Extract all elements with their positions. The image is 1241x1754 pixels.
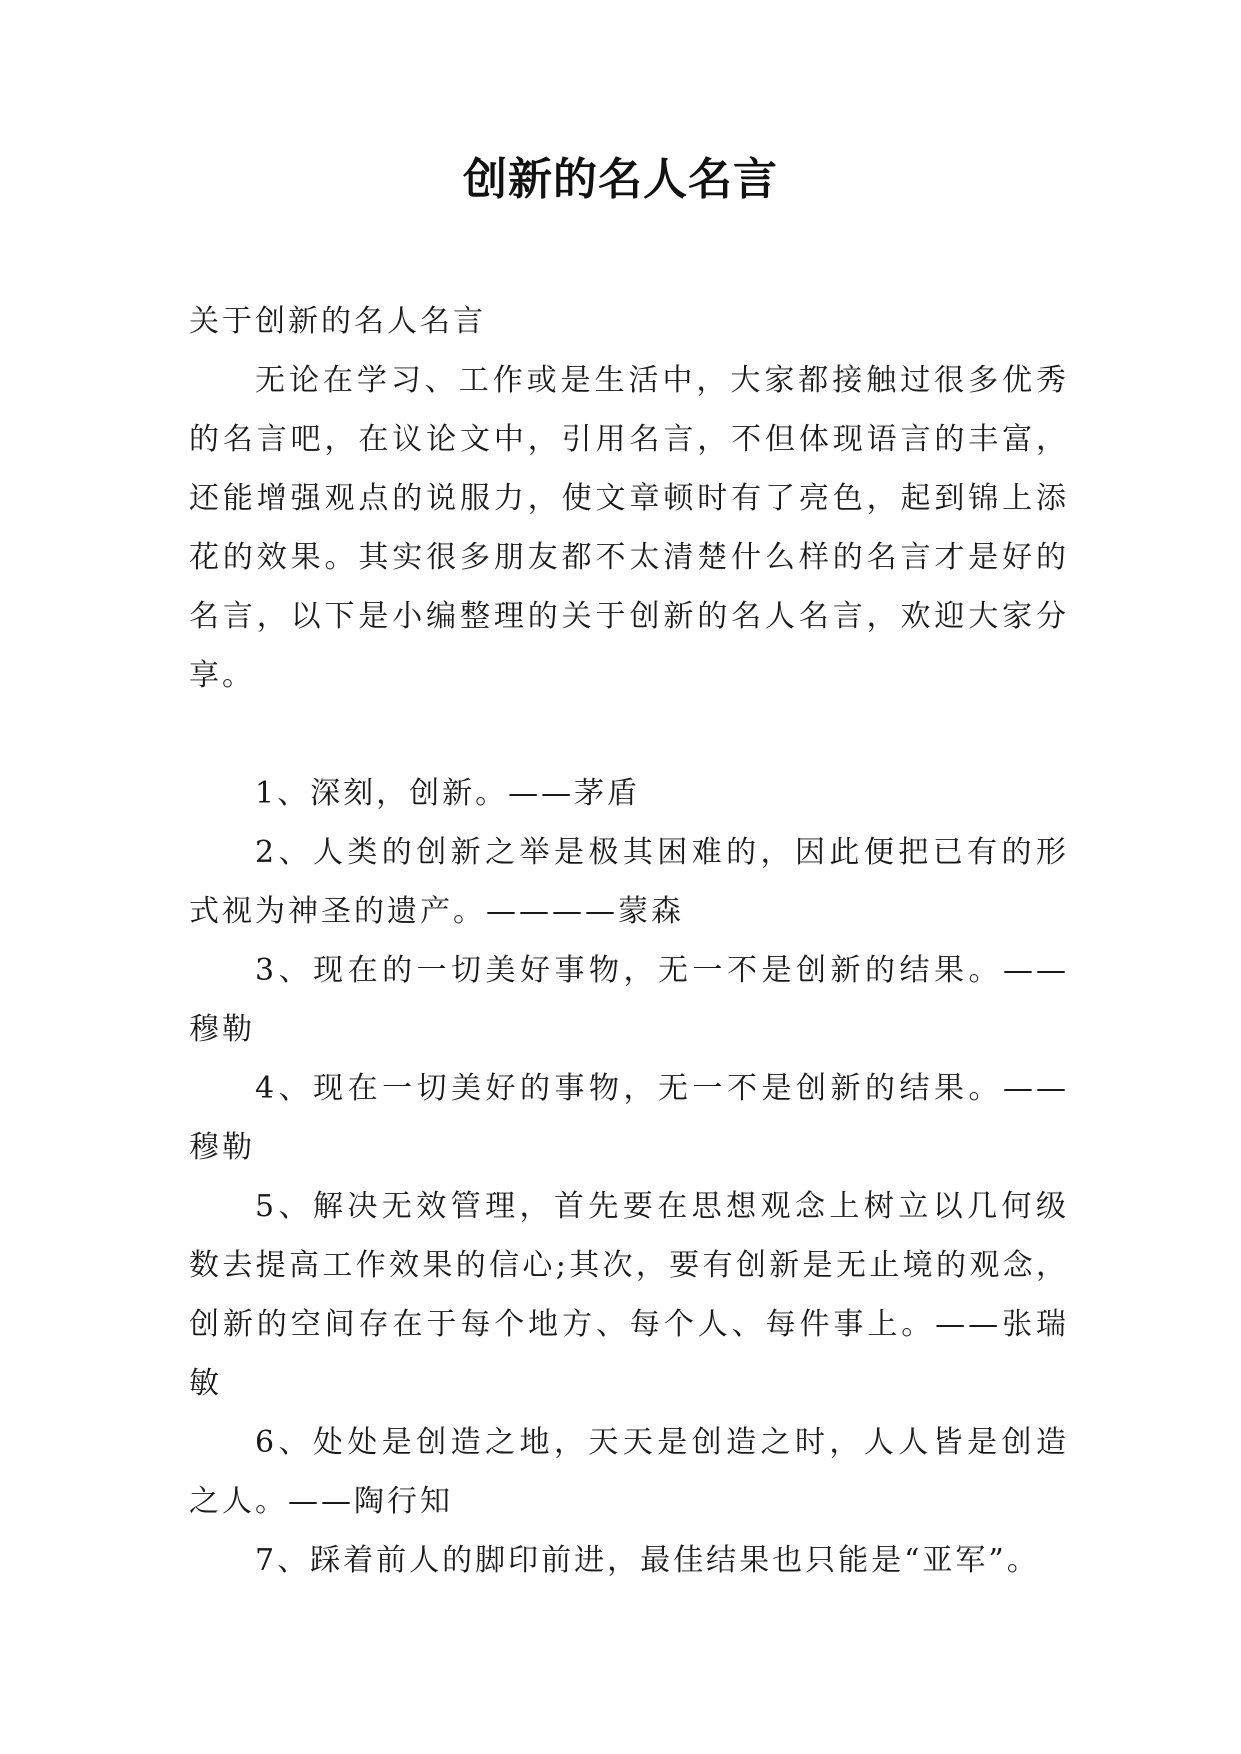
quote-item: 6、处处是创造之地，天天是创造之时，人人皆是创造之人。——陶行知: [189, 1425, 1069, 1519]
intro-paragraph: 无论在学习、工作或是生活中，大家都接触过很多优秀的名言吧，在议论文中，引用名言，不但体现语言的丰富，还能增强观点的说服力，使文章顿时有了亮色，起到锦上添花的效果。其实很多朋友都不太清楚什么样的名言才是好的名言，以下是小编整理的关于创新的名人名言，欢迎大家分享。: [189, 363, 1069, 693]
quote-item: 4、现在一切美好的事物，无一不是创新的结果。——穆勒: [189, 1071, 1069, 1165]
document-body: [189, 292, 1069, 1590]
quote-item: 5、解决无效管理，首先要在思想观念上树立以几何级数去提高工作效果的信心;其次，要有创新是无止境的观念，创新的空间存在于每个地方、每个人、每件事上。——张瑞敏: [189, 1189, 1069, 1401]
quote-list: [189, 764, 1069, 1590]
quote-item: 2、人类的创新之举是极其困难的，因此便把已有的形式视为神圣的遗产。————蒙森: [189, 835, 1069, 929]
quote-item: 3、现在的一切美好事物，无一不是创新的结果。——穆勒: [189, 953, 1069, 1047]
document-subtitle: 关于创新的名人名言: [189, 304, 486, 339]
quote-item: 7、踩着前人的脚印前进，最佳结果也只能是“亚军”。: [255, 1543, 1040, 1578]
quote-item: 1、深刻，创新。——茅盾: [255, 776, 641, 811]
paragraph-gap: [189, 705, 1069, 764]
document-title: 创新的名人名言: [463, 154, 778, 205]
